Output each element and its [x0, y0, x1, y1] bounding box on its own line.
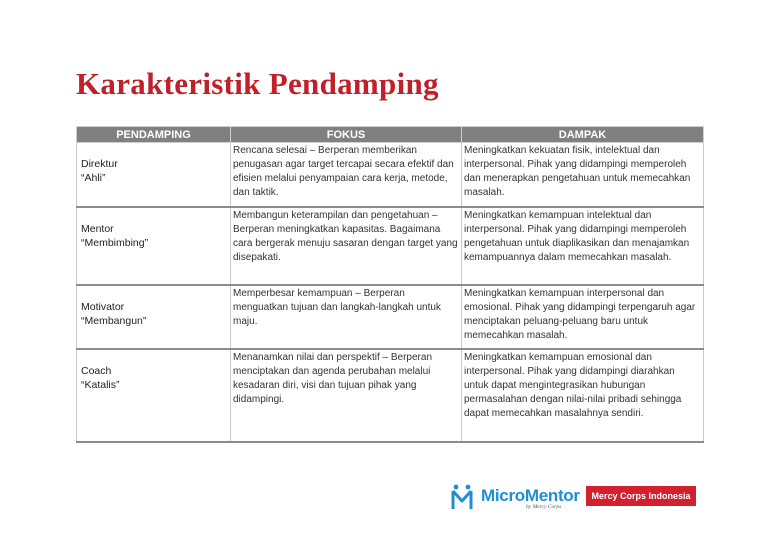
dampak-text: Meningkatkan kemampuan interpersonal dan emosional. Pihak yang didampingi terpengaruh agar menciptakan peluang-peluang baru untuk memecahkan masalah. — [464, 287, 696, 341]
dampak-cell — [462, 143, 704, 207]
header-pendamping: PENDAMPING — [77, 127, 231, 143]
table-row — [77, 349, 704, 442]
table-row — [77, 207, 704, 285]
table-header-row — [77, 127, 704, 143]
pendamping-name: Direktur — [81, 158, 118, 170]
dampak-text: Meningkatkan kemampuan intelektual dan interpersonal. Pihak yang didampingi memperoleh pengetahuan untuk diaplikasikan dan menajamkan kemampuannya dalam memecahkan masalah. — [464, 209, 690, 263]
pendamping-cell — [77, 207, 231, 285]
fokus-cell — [231, 285, 462, 349]
pendamping-name: Mentor — [81, 222, 114, 235]
dampak-text: Meningkatkan kekuatan fisik, intelektual dan interpersonal. Pihak yang didampingi memperoleh dan menerapkan pengetahuan untuk memecahkan masalah. — [464, 145, 691, 198]
header-fokus: FOKUS — [231, 127, 462, 143]
fokus-text: Membangun keterampilan dan pengetahuan – Berperan meningkatkan kapasitas. Bagaimana cara bergerak menuju sasaran dengan target yang disepakati. — [233, 209, 458, 263]
mercycorps-logo: Mercy Corps Indonesia — [586, 486, 696, 506]
pendamping-role: “Katalis” — [81, 378, 120, 391]
pendamping-role: “Membangun” — [81, 314, 147, 327]
fokus-cell — [231, 207, 462, 285]
pendamping-role: “Membimbing” — [81, 236, 149, 249]
dampak-cell — [462, 207, 704, 285]
pendamping-role: “Ahli” — [81, 172, 106, 184]
fokus-text: Menanamkan nilai dan perspektif – Berperan menciptakan dan agenda perubahan melalui kesadaran diri, visi dan tujuan pihak yang didampingi. — [233, 351, 433, 405]
table-row — [77, 285, 704, 349]
fokus-cell — [231, 143, 462, 207]
header-dampak: DAMPAK — [462, 127, 704, 143]
footer-logos — [450, 484, 696, 510]
pendamping-name: Coach — [81, 364, 112, 377]
page-title: Karakteristik Pendamping — [76, 66, 439, 101]
dampak-cell — [462, 285, 704, 349]
characteristics-table — [76, 126, 704, 443]
dampak-cell — [462, 349, 704, 442]
micromentor-logo-icon — [450, 484, 474, 510]
fokus-cell — [231, 349, 462, 442]
pendamping-cell — [77, 349, 231, 442]
dampak-text: Meningkatkan kemampuan emosional dan interpersonal. Pihak yang didampingi diarahkan untuk dapat mengintegrasikan hubungan permasalahan dengan nilai-nilai pribadi sehingga dapat memecahkan masalahnya sendiri. — [464, 351, 682, 419]
fokus-text: Rencana selesai – Berperan memberikan penugasan agar target tercapai secara efektif dan efisien melalui penyampaian cara kerja, metode, dan taktik. — [233, 145, 454, 198]
table-row — [77, 143, 704, 207]
micromentor-byline: by Mercy Corps — [526, 504, 562, 510]
pendamping-cell — [77, 285, 231, 349]
pendamping-name: Motivator — [81, 300, 125, 313]
fokus-text: Memperbesar kemampuan – Berperan menguatkan tujuan dan langkah-langkah untuk maju. — [233, 287, 441, 327]
pendamping-cell — [77, 143, 231, 207]
micromentor-wordmark: MicroMentor — [481, 486, 580, 505]
